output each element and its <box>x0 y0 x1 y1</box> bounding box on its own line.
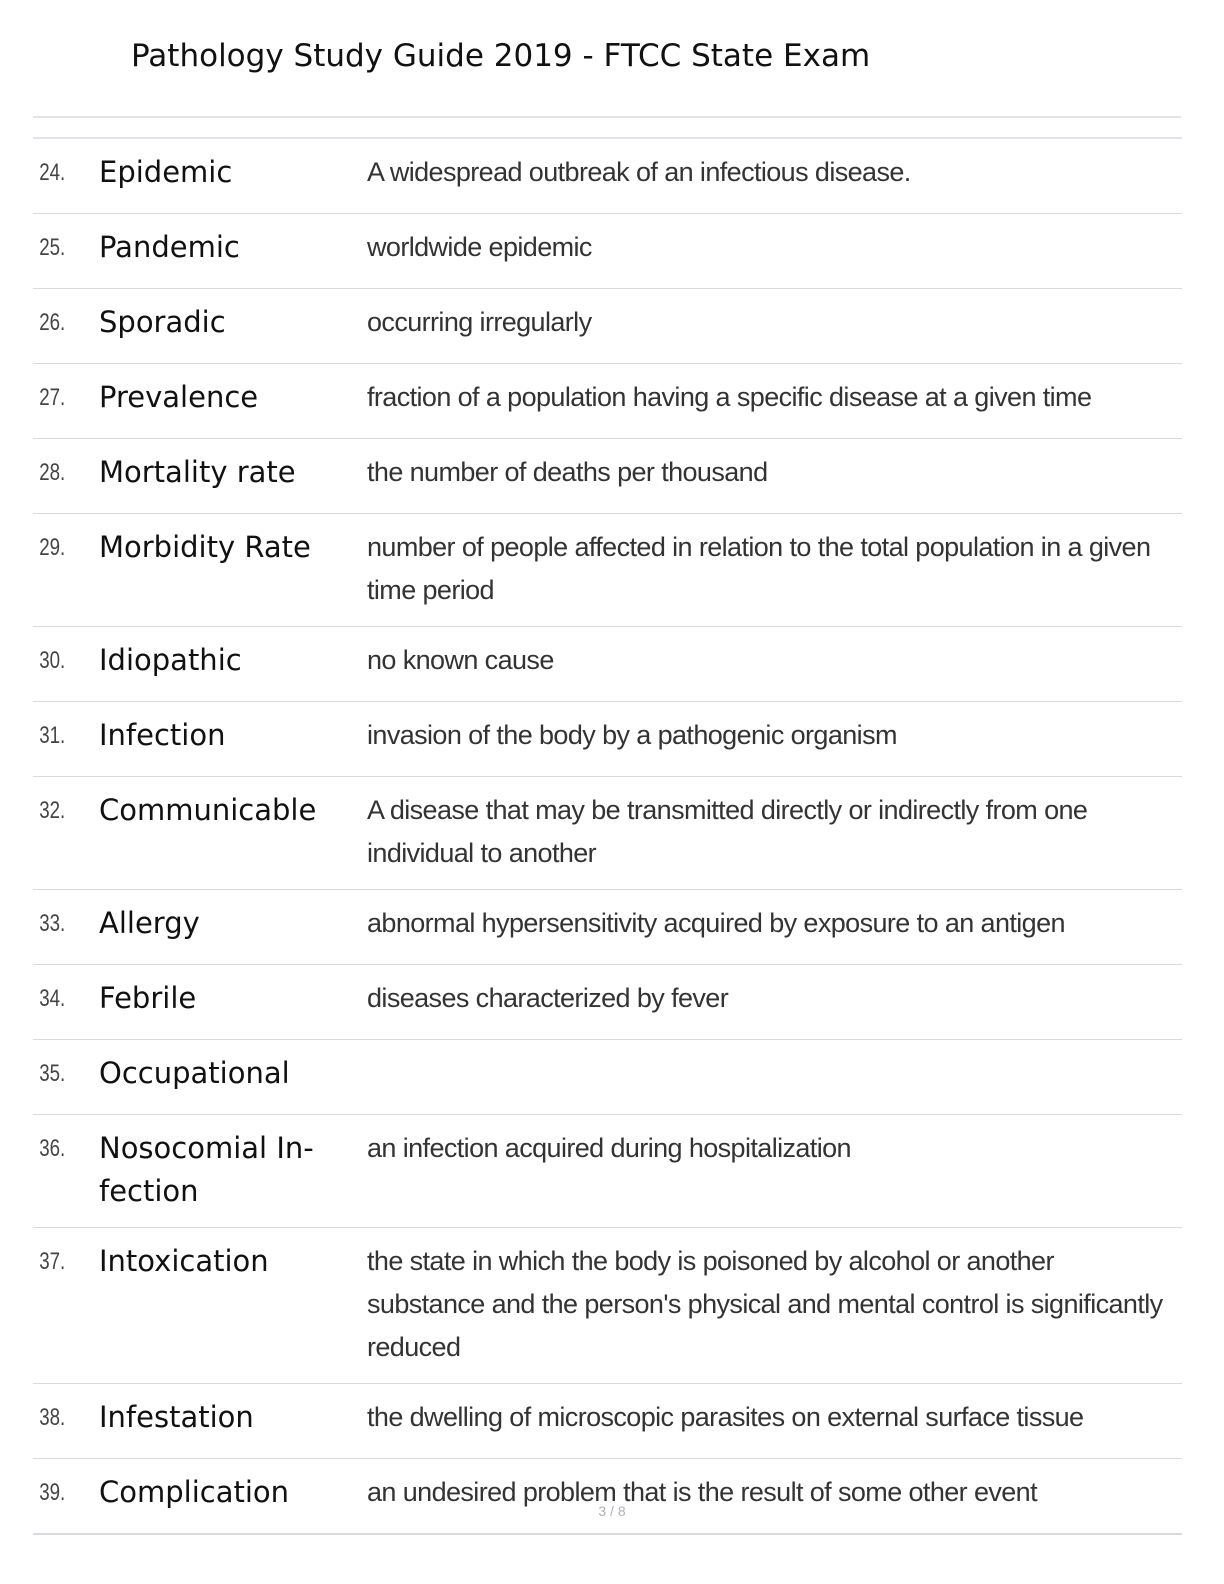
term-definition: fraction of a population having a specific disease at a given time <box>367 382 1092 412</box>
title-divider <box>33 116 1181 118</box>
term-row <box>33 1384 1182 1459</box>
page-indicator: 3 / 8 <box>598 1503 626 1519</box>
term-word: Mortality rate <box>99 455 296 489</box>
term-word: Infection <box>99 718 226 752</box>
term-word: Prevalence <box>99 380 259 414</box>
term-row <box>33 702 1182 777</box>
term-definition: an undesired problem that is the result of some other event <box>367 1477 1038 1507</box>
page-title: Pathology Study Guide 2019 - FTCC State Exam <box>131 38 871 74</box>
term-definition: worldwide epidemic <box>367 232 592 262</box>
term-word: Allergy <box>99 906 200 940</box>
term-definition: A disease that may be transmitted directly or indirectly from one individual to another <box>367 795 1088 868</box>
term-row <box>33 1228 1182 1384</box>
term-definition: A widespread outbreak of an infectious disease. <box>367 157 911 187</box>
term-list <box>33 137 1182 1535</box>
term-number: 30. <box>39 647 66 674</box>
term-definition: an infection acquired during hospitalization <box>367 1133 851 1163</box>
term-word: Sporadic <box>99 305 226 339</box>
term-number: 32. <box>39 797 66 824</box>
term-number: 39. <box>39 1479 66 1506</box>
term-row <box>33 1459 1182 1535</box>
term-definition: invasion of the body by a pathogenic organism <box>367 720 897 750</box>
term-number: 29. <box>39 534 66 561</box>
term-row <box>33 1040 1182 1115</box>
term-row <box>33 514 1182 627</box>
term-number: 38. <box>39 1404 66 1431</box>
term-row <box>33 890 1182 965</box>
term-number: 33. <box>39 910 66 937</box>
term-row <box>33 1115 1182 1228</box>
term-definition: number of people affected in relation to the total population in a given time period <box>367 532 1151 605</box>
term-number: 31. <box>39 722 66 749</box>
term-word: Complication <box>99 1475 290 1509</box>
term-definition: no known cause <box>367 645 554 675</box>
term-row <box>33 364 1182 439</box>
term-word: Febrile <box>99 981 197 1015</box>
term-row <box>33 627 1182 702</box>
term-number: 37. <box>39 1248 66 1275</box>
term-row <box>33 439 1182 514</box>
term-number: 25. <box>39 234 66 261</box>
term-word: Pandemic <box>99 230 240 264</box>
term-word: Morbidity Rate <box>99 530 311 564</box>
term-number: 34. <box>39 985 66 1012</box>
term-definition: the state in which the body is poisoned by alcohol or another substance and the person's physical and mental control is significantly reduced <box>367 1246 1163 1362</box>
term-word: Occupational <box>99 1056 290 1090</box>
term-word: Intoxication <box>99 1244 269 1278</box>
term-definition: the number of deaths per thousand <box>367 457 768 487</box>
term-number: 26. <box>39 309 66 336</box>
term-number: 27. <box>39 384 66 411</box>
term-number: 24. <box>39 159 66 186</box>
term-definition: diseases characterized by fever <box>367 983 729 1013</box>
term-definition: abnormal hypersensitivity acquired by exposure to an antigen <box>367 908 1065 938</box>
term-word: Idiopathic <box>99 643 242 677</box>
term-definition: the dwelling of microscopic parasites on external surface tissue <box>367 1402 1084 1432</box>
term-number: 28. <box>39 459 66 486</box>
term-word: Infestation <box>99 1400 254 1434</box>
term-number: 35. <box>39 1060 66 1087</box>
term-number: 36. <box>39 1135 66 1162</box>
term-definition: occurring irregularly <box>367 307 592 337</box>
term-row <box>33 289 1182 364</box>
term-word: Communicable <box>99 793 317 827</box>
term-row <box>33 777 1182 890</box>
term-word: Epidemic <box>99 155 233 189</box>
term-row <box>33 965 1182 1040</box>
term-word: Nosocomial In-fection <box>99 1131 314 1208</box>
term-row <box>33 214 1182 289</box>
term-row <box>33 139 1182 214</box>
